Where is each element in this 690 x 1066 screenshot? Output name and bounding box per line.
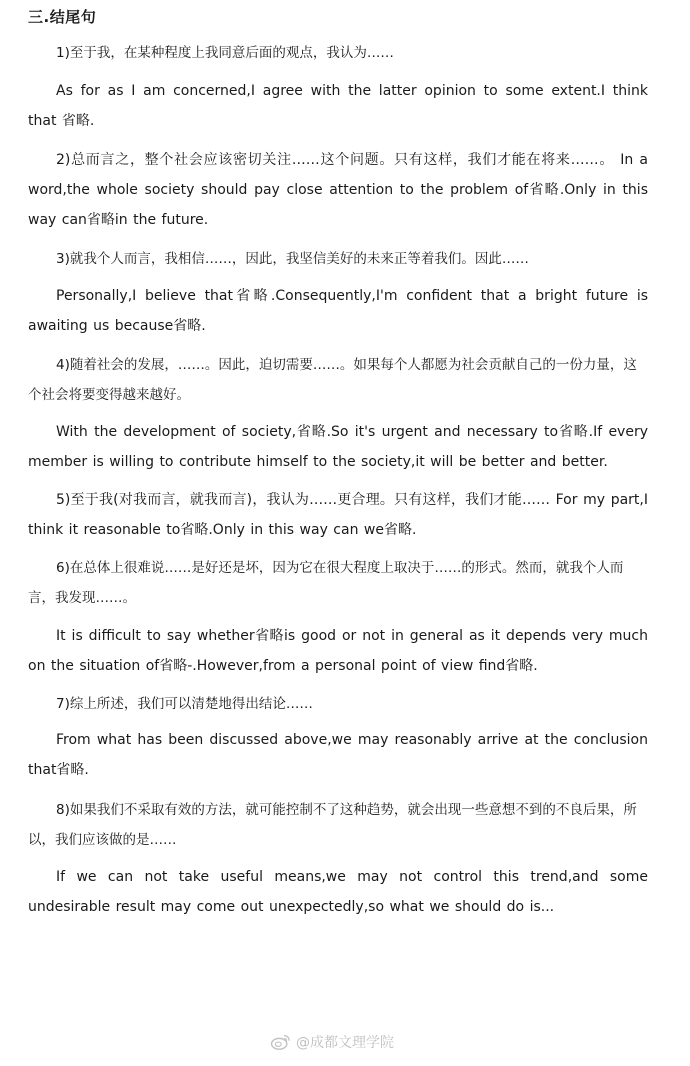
item-6-english: It is difficult to say whether省略is good or not in general as it depends very much on the situation of省略-.However,from a personal point of view find省略. [28,628,648,674]
item-7-english: From what has been discussed above,we may reasonably arrive at the conclusion that省略. [28,732,648,778]
item-4-english: With the development of society,省略.So it's urgent and necessary to省略.If every member is willing to contribute himself to the society,it will be better and better. [28,424,648,470]
item-1-chinese: 1)至于我，在某种程度上我同意后面的观点，我认为…… [56,45,394,61]
item-4-chinese: 4)随着社会的发展，……。因此，迫切需要……。如果每个人都愿为社会贡献自己的一份力量，这个社会将要变得越来越好。 [28,357,637,403]
weibo-icon [270,1033,292,1051]
item-8-english: If we can not take useful means,we may not control this trend,and some undesirable result may come out unexpectedly,so what we should do is... [28,869,648,915]
item-3-chinese: 3)就我个人而言，我相信……，因此，我坚信美好的未来正等着我们。因此…… [56,251,529,267]
watermark-text: @成都文理学院 [296,1035,394,1051]
item-7-chinese: 7)综上所述，我们可以清楚地得出结论…… [56,696,313,712]
item-2-text: 2)总而言之，整个社会应该密切关注……这个问题。只有这样，我们才能在将来……。 In a word,the whole society should pay close attention to the problem of省略.Only in this way can省略in the future. [28,152,648,228]
item-8-chinese: 8)如果我们不采取有效的方法，就可能控制不了这种趋势，就会出现一些意想不到的不良后果，所以，我们应该做的是…… [28,802,637,848]
item-6-chinese: 6)在总体上很难说……是好还是坏，因为它在很大程度上取决于……的形式。然而，就我个人而言，我发现……。 [28,560,624,606]
weibo-watermark [270,1032,394,1052]
section-heading: 三.结尾句 [28,8,97,26]
item-5-text: 5)至于我(对我而言，就我而言)，我认为……更合理。只有这样，我们才能…… For my part,I think it reasonable to省略.Only in this way can we省略. [28,492,648,538]
item-1-english: As for as I am concerned,I agree with the latter opinion to some extent.I think that 省略. [28,83,648,129]
item-3-english: Personally,I believe that省略.Consequently,I'm confident that a bright future is awaiting us because省略. [28,288,648,334]
